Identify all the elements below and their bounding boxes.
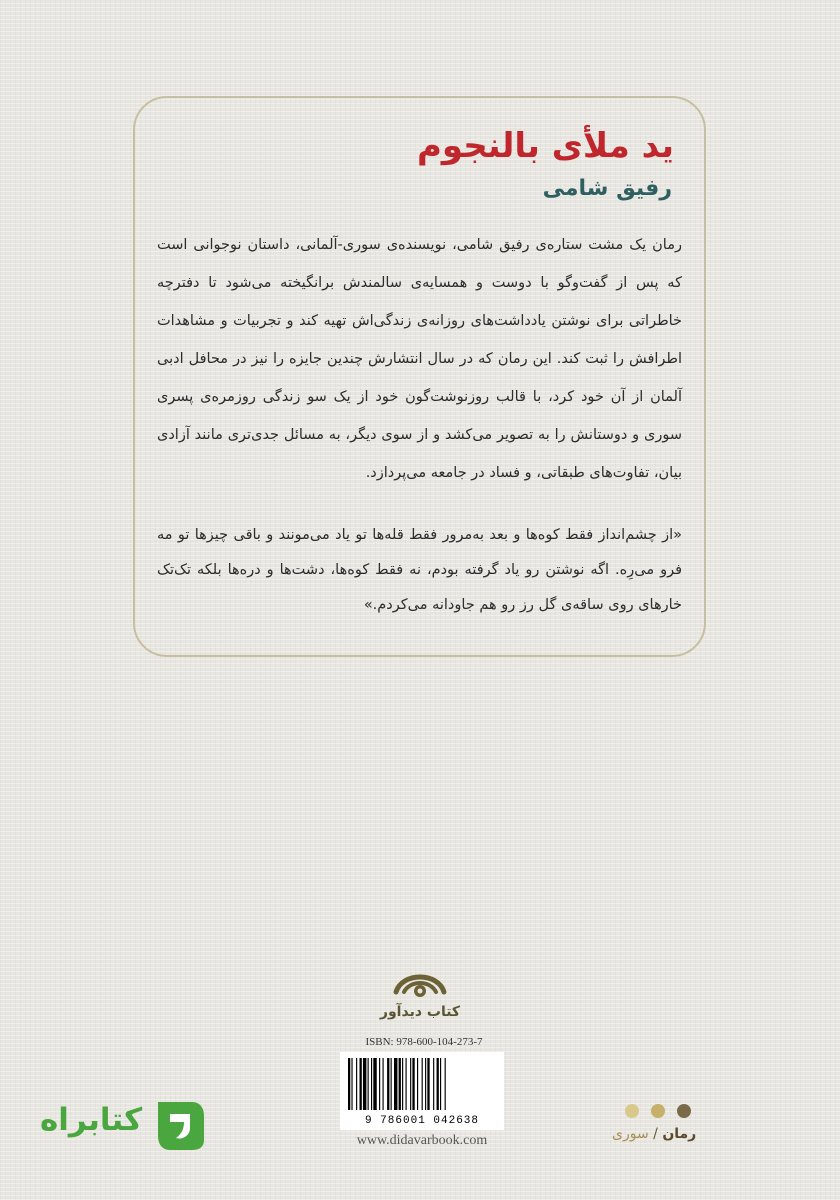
genre-main: رمان: [662, 1126, 697, 1142]
book-description: رمان یک مشت ستاره‌ی رفیق شامی، نویسنده‌ی سوری-آلمانی، داستان نوجوانی است که پس از گفت‌وگو با دوست و همسایه‌ی سالمندش برانگیخته می‌شود تا دفترچه خاطراتی برای نوشتن یادداشت‌های روزانه‌ی زندگی‌اش تهیه کند و تجربیات و مشاهدات اطرافش را ثبت کند. این رمان که در سال انتشارش چندین جایزه را نیز در محافل ادبی آلمان از آن خود کرد، با قالب روزنوشت‌گون خود از یک سو زندگی روزمره‌ی پسری سوری و دوستانش را به تصویر می‌کشد و از سوی دیگر، به مسائل جدی‌تری مانند آزادی بیان، تفاوت‌های طبقاتی، و فساد در جامعه می‌پردازد.: [157, 237, 682, 481]
genre-dots: [625, 1104, 695, 1120]
isbn-text: ISBN: 978-600-104-273-7: [365, 1036, 483, 1048]
genre-label: [612, 1126, 696, 1142]
description-frame: [133, 96, 706, 657]
barcode-bars: [348, 1058, 496, 1110]
book-author: رفیق شامی: [542, 176, 672, 201]
barcode: [340, 1052, 504, 1130]
dot-dark: [677, 1104, 691, 1118]
dot-light: [625, 1104, 639, 1118]
publisher-logo: [370, 962, 470, 1020]
book-title: ید ملأی بالنجوم: [416, 126, 674, 166]
bookmark-leaf-icon: [152, 1096, 210, 1154]
dot-mid: [651, 1104, 665, 1118]
book-quote: «از چشم‌انداز فقط کوه‌ها و بعد به‌مرور فقط قله‌ها تو یاد می‌مونند و باقی چیزها تو مه فرو می‌رِه. اگه نوشتن رو یاد گرفته بودم، نه فقط کوه‌ها، دشت‌ها و دره‌ها بلکه تک‌تک خارهای روی ساقه‌ی گل رز رو هم جاودانه می‌کردم.»: [157, 527, 682, 613]
publisher-eye-icon: [390, 962, 450, 1002]
barcode-number: 9 786001 042638: [364, 1115, 480, 1127]
store-name: کتابراه: [40, 1102, 143, 1138]
publisher-website: www.didavarbook.com: [356, 1133, 488, 1148]
store-logo: [40, 1096, 212, 1156]
genre-sub: سوری: [612, 1126, 649, 1142]
publisher-name: کتاب دیدآور: [379, 1004, 461, 1020]
genre-separator: /: [648, 1126, 663, 1142]
